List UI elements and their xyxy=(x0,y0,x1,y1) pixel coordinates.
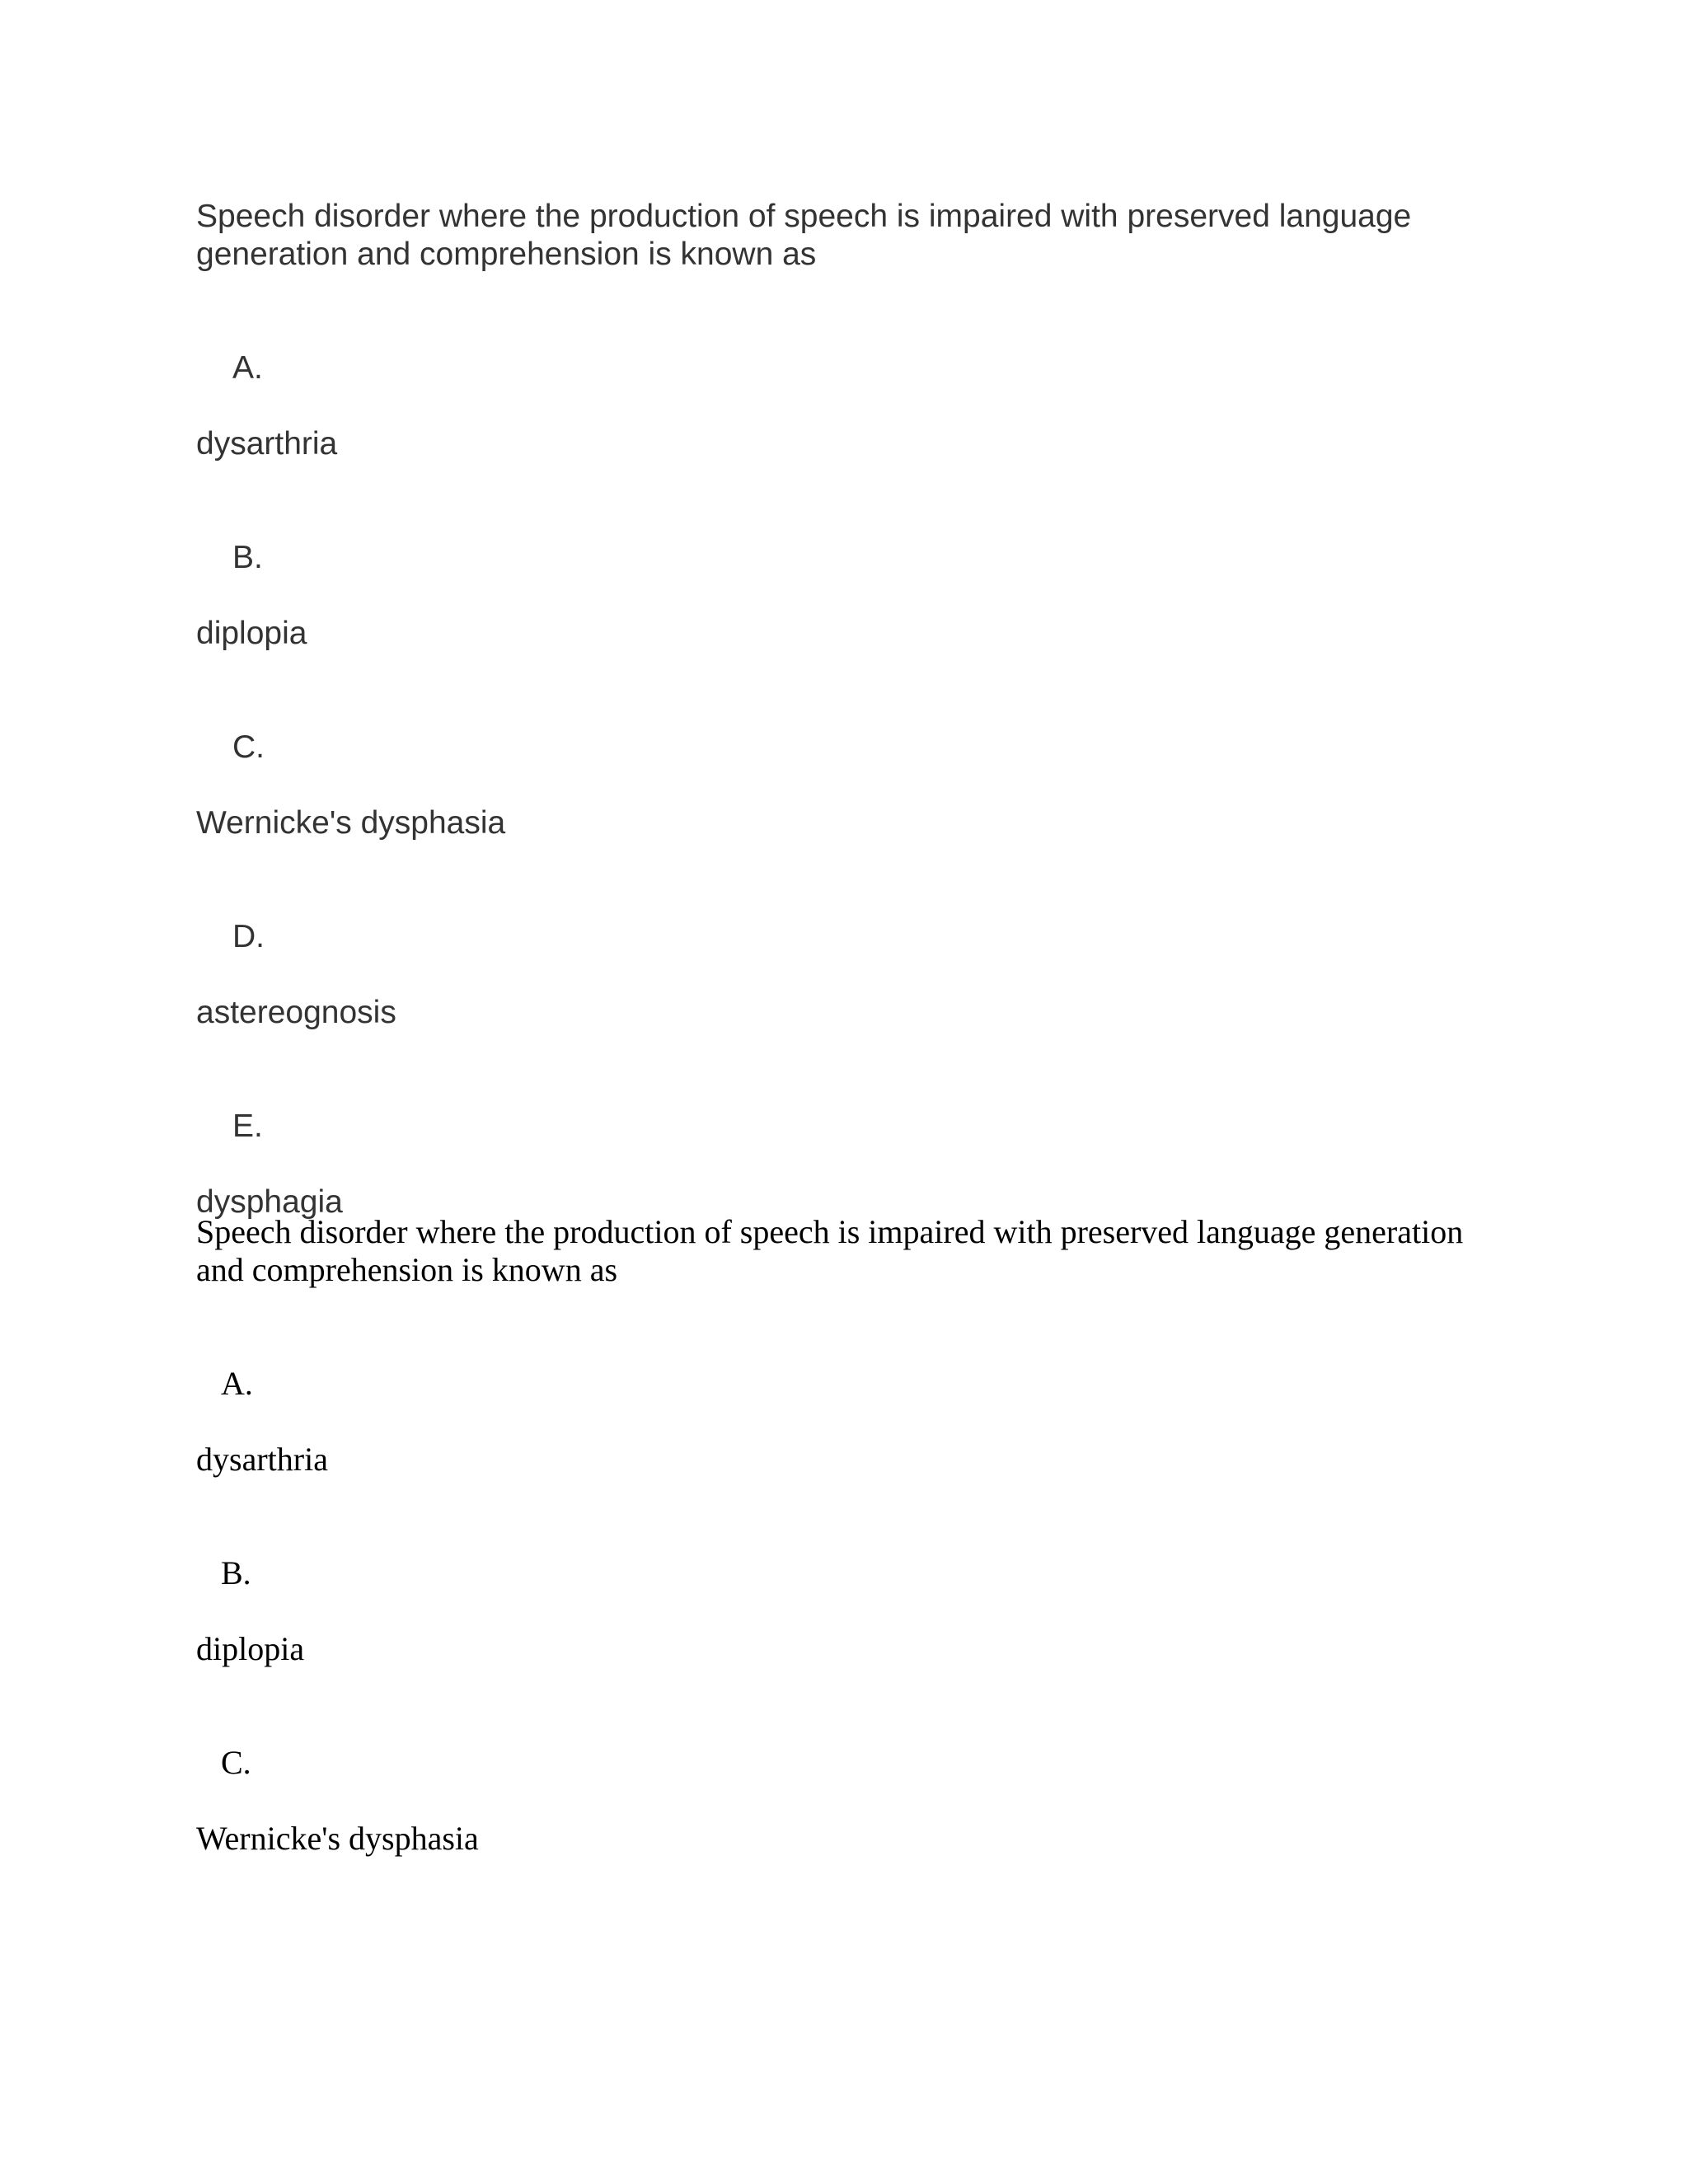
option-answer-c: Wernicke's dysphasia xyxy=(196,805,506,841)
option-answer-c: Wernicke's dysphasia xyxy=(196,1820,479,1857)
option-answer-a: dysarthria xyxy=(196,1441,328,1478)
option-letter-a: A. xyxy=(232,350,263,386)
option-letter-c: C. xyxy=(221,1744,251,1781)
option-answer-b: diplopia xyxy=(196,1630,305,1667)
option-answer-b: diplopia xyxy=(196,616,307,651)
question-line-1: Speech disorder where the production of speech is impaired with preserved language xyxy=(196,199,1412,234)
question-text xyxy=(196,198,1482,274)
option-answer-d: astereognosis xyxy=(196,995,396,1030)
option-letter-a: A. xyxy=(221,1365,253,1402)
question-line-2: generation and comprehension is known as xyxy=(196,237,817,272)
option-answer-a: dysarthria xyxy=(196,426,338,462)
question-block-sans xyxy=(196,198,1482,1221)
question-line-1: Speech disorder where the production of speech is impaired with preserved language generation xyxy=(196,1213,1464,1250)
option-letter-d: D. xyxy=(232,919,265,954)
option-letter-b: B. xyxy=(221,1554,251,1591)
option-letter-b: B. xyxy=(232,540,263,575)
question-block-serif xyxy=(196,1213,1498,1858)
option-letter-e: E. xyxy=(232,1108,263,1144)
option-answer-e: dysphagia xyxy=(196,1184,343,1220)
option-letter-c: C. xyxy=(232,729,265,765)
question-text xyxy=(196,1213,1498,1289)
question-line-2: and comprehension is known as xyxy=(196,1251,618,1288)
